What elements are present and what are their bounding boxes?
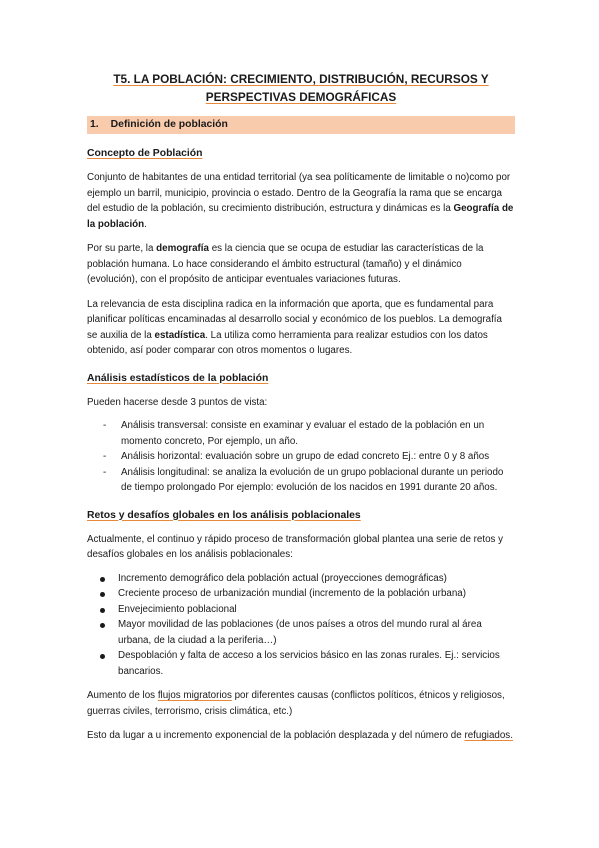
- concept-p3-bold: estadística: [154, 329, 206, 341]
- migration-text-a: Aumento de los: [87, 690, 158, 701]
- concept-paragraph-1: [87, 170, 515, 232]
- section-1-header: [87, 116, 515, 134]
- document-title: [87, 70, 515, 106]
- section-1-number: 1.: [90, 119, 99, 130]
- bullet-dot-icon: [100, 623, 105, 628]
- title-line-1: T5. LA POBLACIÓN: CRECIMIENTO, DISTRIBUCIÓN, RECURSOS Y: [113, 72, 489, 86]
- document-page: [87, 70, 515, 744]
- list-item: [87, 449, 515, 465]
- refugees-paragraph: [87, 728, 515, 744]
- analysis-item-transversal: Análisis transversal: consiste en examinar y evaluar el estado de la población en un momento concreto, Por ejemplo, un año.: [121, 420, 485, 447]
- list-item: [87, 648, 515, 679]
- concept-heading: Concepto de Población: [87, 148, 203, 159]
- challenges-list: [87, 571, 515, 680]
- concept-p2-text-b: es la ciencia que se ocupa de estudiar las características de la población humana. Lo hace considerando el ámbito estructural (tamaño) y el dinámico (evolución), con el propósito de anticipar eventuales variaciones futuras.: [87, 243, 484, 285]
- migration-flows-term: flujos migratorios: [157, 690, 232, 701]
- migration-paragraph: [87, 688, 515, 719]
- challenge-item-4: Mayor movilidad de las poblaciones (de unos países a otros del mundo rural al área urbana, de la ciudad a la periferia…): [118, 619, 482, 646]
- title-line-2: PERSPECTIVAS DEMOGRÁFICAS: [205, 90, 397, 104]
- concept-p3-text-a: La relevancia de esta disciplina radica en la información que aporta, que es fundamental para planificar políticas encaminadas al desarrollo social y económico de los pueblos. La demografía se auxilia de la: [87, 298, 502, 341]
- list-item: [87, 602, 515, 618]
- analysis-item-horizontal: Análisis horizontal: evaluación sobre un grupo de edad concreto Ej.: entre 0 y 8 años: [121, 451, 490, 462]
- list-item: [87, 586, 515, 602]
- challenges-intro: Actualmente, el continuo y rápido proceso de transformación global plantea una serie de retos y desafíos globales en los análisis poblacionales:: [87, 533, 504, 560]
- concept-paragraph-2: [87, 241, 515, 288]
- concept-p1-end: .: [144, 218, 147, 230]
- concept-paragraph-3: [87, 297, 515, 359]
- challenge-item-2: Creciente proceso de urbanización mundial (incremento de la población urbana): [118, 588, 466, 599]
- analysis-list: [87, 418, 515, 496]
- list-item: [87, 465, 515, 496]
- analysis-item-longitudinal: Análisis longitudinal: se analiza la evolución de un grupo poblacional durante un periodo de tiempo prolongado Por ejemplo: evolución de los nacidos en 1991 durante 20 años.: [121, 466, 504, 493]
- analysis-heading: Análisis estadísticos de la población: [87, 372, 269, 384]
- bullet-dot-icon: [100, 577, 105, 582]
- bullet-dot-icon: [100, 654, 105, 659]
- dash-marker: -: [103, 420, 107, 431]
- concept-p2-bold: demografía: [156, 243, 209, 254]
- concept-p1-text: Conjunto de habitantes de una entidad territorial (ya sea políticamente de limitable o no)como por ejemplo un barril, municipio, provincia o estado. Dentro de la Geografía la rama que se encarga del estudio de la población, su crecimiento distribución, estructura y dinámicas es la: [87, 172, 511, 214]
- migration-text-b: por diferentes causas (conflictos políticos, étnicos y religiosos, guerras civiles, terrorismo, crisis climática, etc.): [87, 690, 505, 717]
- concept-p2-text-a: Por su parte, la: [87, 243, 157, 254]
- bullet-dot-icon: [100, 608, 105, 613]
- bullet-dot-icon: [100, 592, 105, 597]
- challenge-item-1: Incremento demográfico dela población actual (proyecciones demográficas): [118, 572, 447, 584]
- challenge-item-3: Envejecimiento poblacional: [118, 603, 237, 615]
- challenge-item-5: Despoblación y falta de acceso a los servicios básico en las zonas rurales. Ej.: servicios bancarios.: [118, 650, 500, 677]
- refugees-text-a: Esto da lugar a u incremento exponencial de la población desplazada y del número de: [87, 730, 465, 741]
- analysis-intro: Pueden hacerse desde 3 puntos de vista:: [87, 396, 268, 408]
- concept-p3-text-b: . La utiliza como herramienta para realizar estudios con los datos obtenido, así poder comparar con otros momentos o lugares.: [87, 329, 488, 356]
- dash-marker: -: [103, 451, 107, 462]
- challenges-heading: Retos y desafíos globales en los análisis poblacionales: [87, 509, 361, 521]
- list-item: [87, 617, 515, 648]
- list-item: [87, 418, 515, 449]
- section-1-label: Definición de población: [110, 119, 228, 130]
- concept-p1-bold: Geografía de la población: [87, 203, 514, 230]
- dash-marker: -: [103, 466, 107, 478]
- list-item: [87, 571, 515, 587]
- refugees-term: refugiados.: [464, 730, 513, 741]
